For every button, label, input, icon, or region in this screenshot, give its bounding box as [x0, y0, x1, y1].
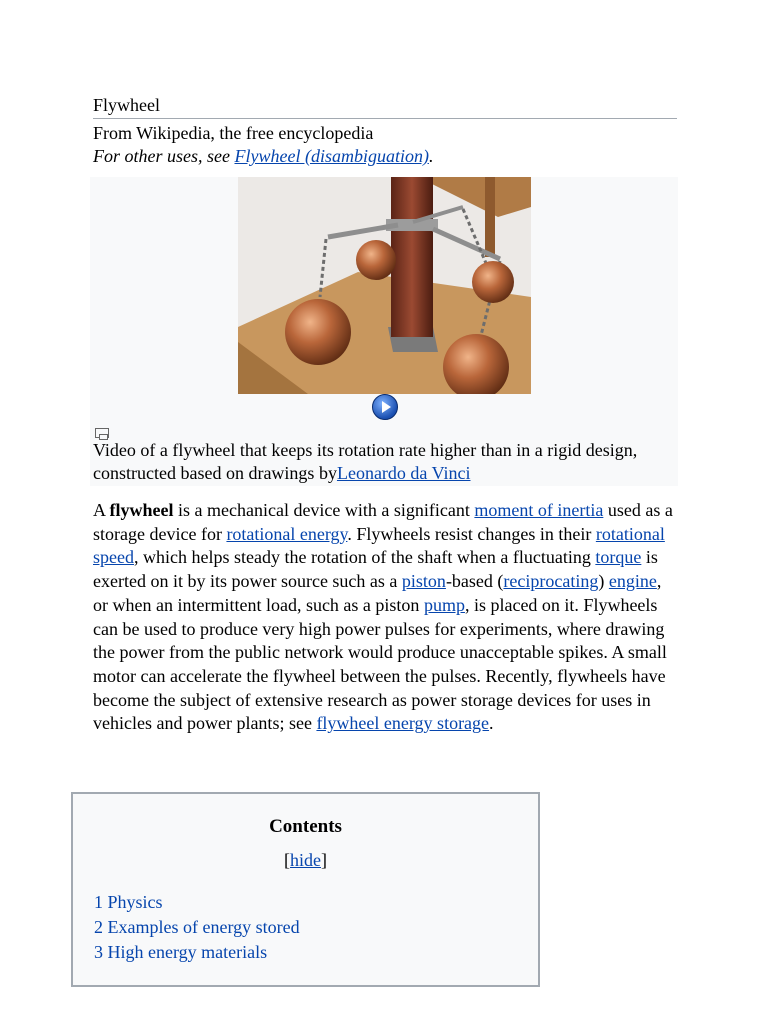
- text-run: . Flywheels resist changes in their: [347, 523, 596, 544]
- text-run: ): [598, 571, 609, 592]
- text-run: is a mechanical device with a significant: [173, 500, 475, 520]
- hatnote-prefix: For other uses, see: [93, 146, 235, 166]
- toc-link-physics[interactable]: 1 Physics: [94, 892, 163, 912]
- reciprocating-link[interactable]: reciprocating: [503, 571, 599, 592]
- hatnote: [93, 145, 433, 167]
- pump-link[interactable]: pump: [423, 594, 465, 615]
- toc-hide-link[interactable]: hide: [290, 850, 321, 870]
- text-run: , is placed on it. Flywheels can be used to produce very high power pulses for experiments, where drawing the power from the public network would produce unacceptable spikes. A small motor can accelerate the flywheel between the pulses. Recently, flywheels have become the subject of extensive research as power storage devices for uses in vehicles and power plants; see: [93, 594, 667, 734]
- toc-item: [94, 915, 300, 940]
- site-subtitle: From Wikipedia, the free encyclopedia: [93, 123, 374, 143]
- flywheel-energy-storage-link[interactable]: flywheel energy storage: [316, 713, 490, 734]
- page-title: Flywheel: [93, 94, 677, 119]
- flywheel-video-still: [238, 177, 531, 394]
- caption-text: Video of a flywheel that keeps its rotation rate higher than in a rigid design, constructed based on drawings by: [93, 440, 638, 483]
- disambiguation-link[interactable]: Flywheel (disambiguation): [234, 146, 429, 166]
- video-figure: [90, 177, 678, 486]
- rotational-energy-link[interactable]: rotational energy: [226, 523, 348, 544]
- leonardo-link[interactable]: Leonardo da Vinci: [336, 463, 471, 483]
- flywheel-video[interactable]: [238, 177, 531, 394]
- piston-link[interactable]: piston: [401, 571, 446, 592]
- toc-link-materials[interactable]: 3 High energy materials: [94, 942, 268, 962]
- text-run: , which helps steady the rotation of the shaft when a fluctuating: [133, 547, 596, 568]
- text-run: used as a storage device for: [93, 500, 673, 544]
- lead-paragraph: [93, 499, 678, 736]
- toc-list: [94, 890, 300, 965]
- bold-term: flywheel: [109, 500, 174, 520]
- rotational-speed-link[interactable]: rotational speed: [93, 523, 665, 568]
- toc-item: [94, 940, 300, 965]
- text-run: A: [93, 500, 110, 520]
- toc-item: [94, 890, 300, 915]
- bracket-close: ]: [321, 850, 327, 870]
- engine-link[interactable]: engine: [608, 571, 657, 592]
- toc-hide-toggle: [73, 850, 538, 871]
- text-run: -based (: [445, 571, 504, 592]
- hatnote-suffix: .: [428, 146, 434, 166]
- bracket-open: [: [284, 850, 290, 870]
- enlarge-icon[interactable]: [95, 428, 109, 438]
- figure-caption: [93, 439, 673, 485]
- play-icon[interactable]: [372, 394, 398, 420]
- text-run: is exerted on it by its power source such as a: [93, 547, 658, 592]
- table-of-contents: [71, 792, 540, 987]
- text-run: , or when an intermittent load, such as a piston: [93, 571, 662, 615]
- toc-title: Contents: [269, 816, 342, 837]
- torque-link[interactable]: torque: [595, 547, 642, 568]
- toc-link-examples[interactable]: 2 Examples of energy stored: [94, 917, 300, 937]
- moment-of-inertia-link[interactable]: moment of inertia: [474, 500, 604, 520]
- text-run: .: [489, 713, 494, 734]
